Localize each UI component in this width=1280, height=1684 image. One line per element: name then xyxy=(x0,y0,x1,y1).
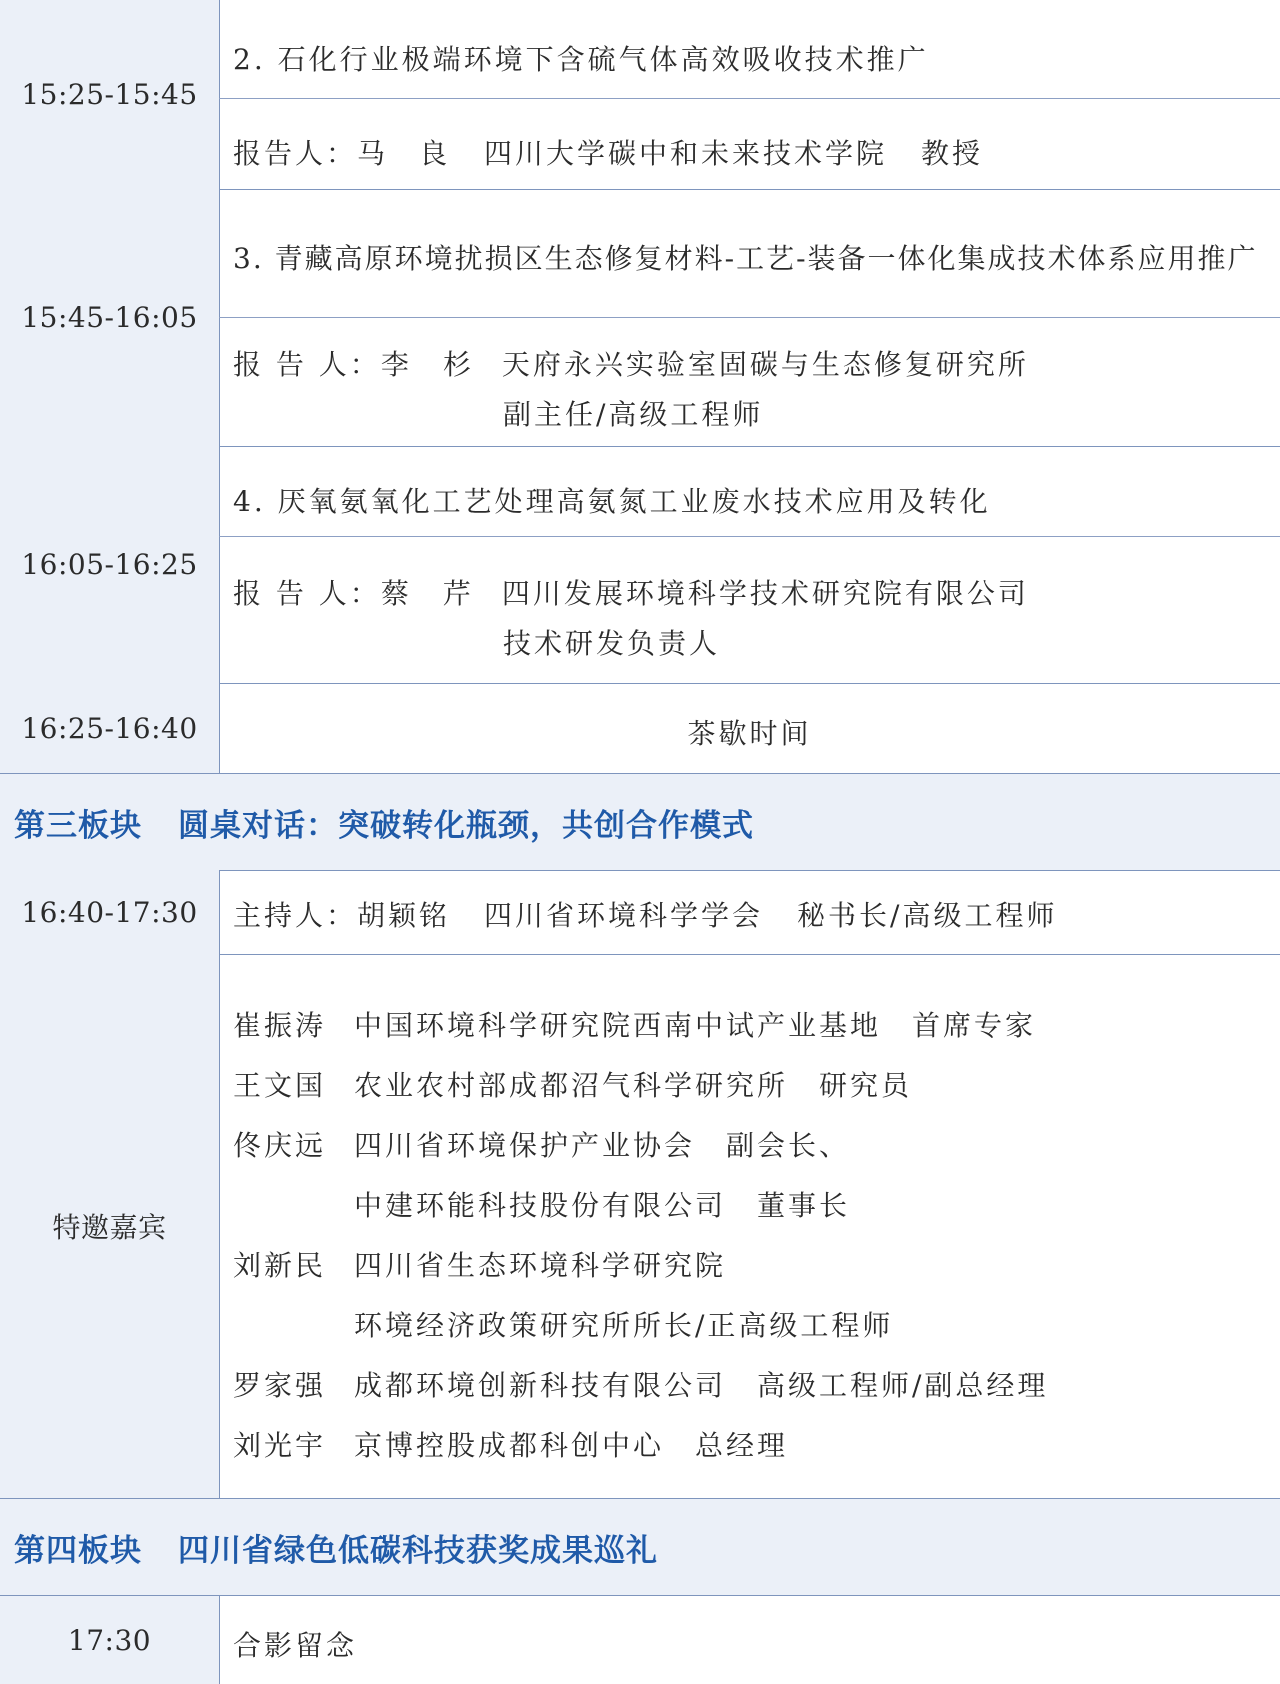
reporter-name: 李 杉 xyxy=(380,348,474,381)
time-cell xyxy=(0,189,220,446)
section-label: 第三板块 xyxy=(14,807,142,844)
guest-name: 罗家强 xyxy=(233,1369,327,1402)
time-label: 16:40-17:30 xyxy=(21,895,198,929)
guest-name: 刘新民 xyxy=(233,1249,327,1282)
reporter-label: 报 告 人： xyxy=(233,348,381,381)
guests-label: 特邀嘉宾 xyxy=(52,1211,167,1244)
time-cell xyxy=(0,0,220,189)
agenda-row-photo xyxy=(0,1596,1280,1684)
time-cell xyxy=(0,683,220,773)
guest-name: 崔振涛 xyxy=(233,1009,327,1042)
agenda-row-host xyxy=(0,870,1280,954)
guests-label-cell xyxy=(0,954,220,1498)
host-label: 主持人： xyxy=(233,899,358,932)
host-line xyxy=(233,894,1057,934)
section-title: 圆桌对话：突破转化瓶颈，共创合作模式 xyxy=(178,807,754,844)
agenda-row-item-3 xyxy=(0,189,1280,446)
reporter-label: 报 告 人： xyxy=(233,577,381,610)
host-name: 胡颖铭 xyxy=(357,899,451,932)
reporter-line xyxy=(233,572,1029,612)
time-label: 16:05-16:25 xyxy=(21,548,198,581)
guest-line: 四川省生态环境科学研究院 xyxy=(354,1249,727,1282)
guest-line: 四川省环境保护产业协会 副会长、 xyxy=(354,1129,851,1162)
section-label: 第四板块 xyxy=(14,1532,142,1569)
agenda-row-item-2 xyxy=(0,0,1280,189)
divider xyxy=(219,317,1280,318)
guest-line: 成都环境创新科技有限公司 高级工程师/副总经理 xyxy=(354,1369,1049,1402)
reporter-name: 蔡 芹 xyxy=(380,577,474,610)
guest-line: 环境经济政策研究所所长/正高级工程师 xyxy=(354,1309,894,1342)
photo-label: 合影留念 xyxy=(233,1629,358,1662)
agenda-row-item-4 xyxy=(0,446,1280,683)
divider xyxy=(219,536,1280,537)
time-label: 15:25-15:45 xyxy=(21,78,198,111)
reporter-title: 副主任/高级工程师 xyxy=(503,398,764,431)
section-header-3 xyxy=(0,774,1280,870)
time-cell xyxy=(0,446,220,683)
talk-title: 3. 青藏高原环境扰损区生态修复材料-工艺-装备一体化集成技术体系应用推广 xyxy=(233,242,1258,275)
time-label: 16:25-16:40 xyxy=(21,711,198,745)
guest-line: 中建环能科技股份有限公司 董事长 xyxy=(354,1189,851,1222)
time-label: 17:30 xyxy=(67,1623,152,1657)
divider xyxy=(219,98,1280,99)
reporter-label: 报告人： xyxy=(233,137,358,170)
break-label: 茶歇时间 xyxy=(687,717,812,750)
reporter-line xyxy=(233,132,983,172)
reporter-title: 教授 xyxy=(921,137,984,170)
agenda-row-break xyxy=(0,683,1280,773)
guest-name: 刘光宇 xyxy=(233,1429,327,1462)
reporter-name: 马 良 xyxy=(357,137,451,170)
time-cell xyxy=(0,870,220,954)
reporter-line xyxy=(233,343,1029,383)
reporter-org: 四川大学碳中和未来技术学院 xyxy=(484,137,888,170)
time-cell xyxy=(0,1596,220,1684)
talk-title: 2. 石化行业极端环境下含硫气体高效吸收技术推广 xyxy=(233,43,929,76)
guest-line: 京博控股成都科创中心 总经理 xyxy=(354,1429,789,1462)
reporter-org: 四川发展环境科学技术研究院有限公司 xyxy=(501,577,1029,610)
guest-line: 中国环境科学研究院西南中试产业基地 首席专家 xyxy=(354,1009,1037,1042)
agenda-row-guests xyxy=(0,954,1280,1498)
section-header-4 xyxy=(0,1499,1280,1595)
talk-title: 4. 厌氧氨氧化工艺处理高氨氮工业废水技术应用及转化 xyxy=(233,485,991,518)
host-org: 四川省环境科学学会 xyxy=(484,899,764,932)
guest-name: 佟庆远 xyxy=(233,1129,327,1162)
guest-line: 农业农村部成都沼气科学研究所 研究员 xyxy=(354,1069,913,1102)
time-label: 15:45-16:05 xyxy=(21,301,198,334)
reporter-org: 天府永兴实验室固碳与生态修复研究所 xyxy=(501,348,1029,381)
host-title: 秘书长/高级工程师 xyxy=(797,899,1058,932)
section-title: 四川省绿色低碳科技获奖成果巡礼 xyxy=(178,1532,658,1569)
guest-name: 王文国 xyxy=(233,1069,327,1102)
reporter-title: 技术研发负责人 xyxy=(503,627,721,660)
